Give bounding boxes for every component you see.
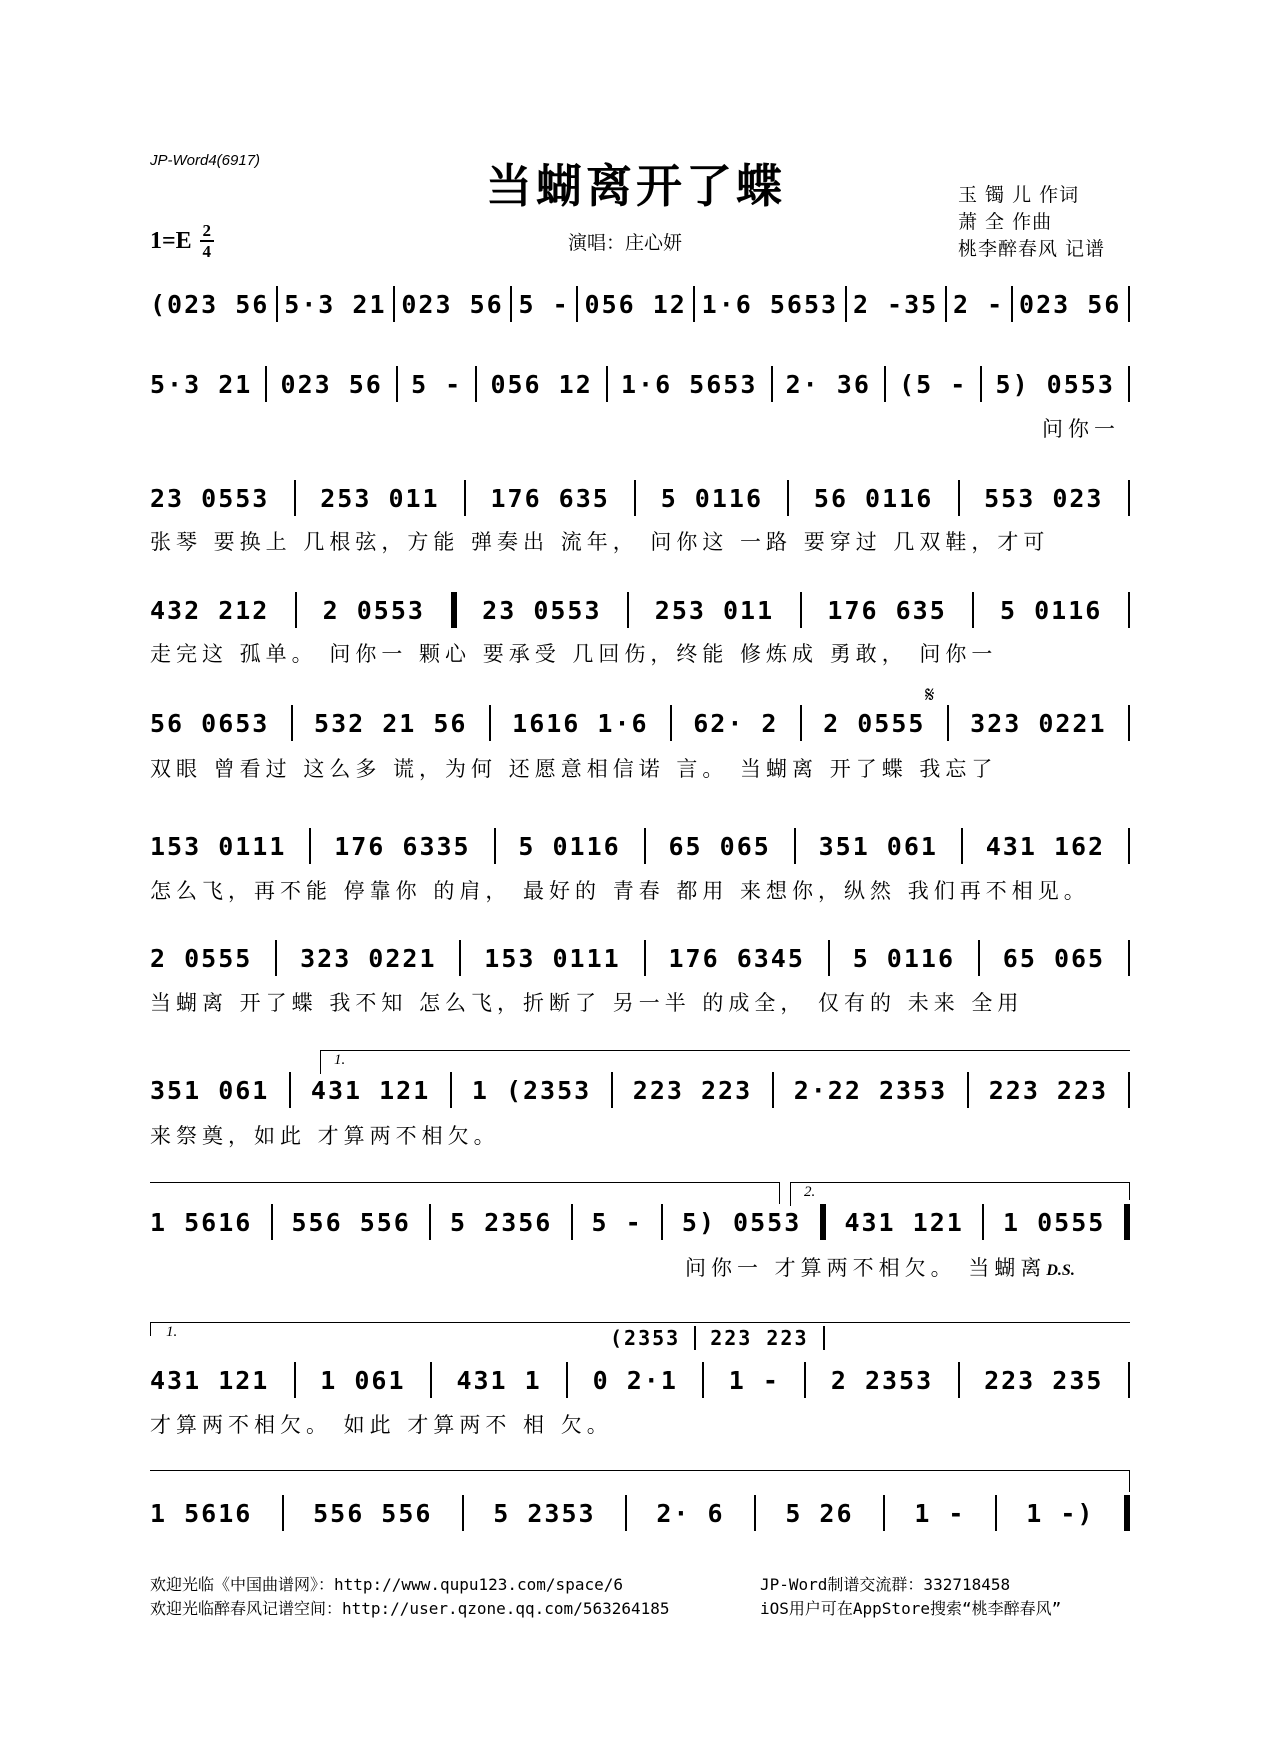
lyric-text: 问你一 才算两不相欠。 当蝴离 xyxy=(685,1256,1047,1280)
lyric-line-7: 当蝴离 开了蝶 我不知 怎么飞，折断了 另一半 的成全， 仅有的 未来 全用 xyxy=(150,991,1024,1015)
measure: 023 56 xyxy=(1019,289,1122,319)
singer-credit: 演唱：庄心妍 xyxy=(568,232,683,254)
measure: 56 0116 xyxy=(813,483,934,513)
lyric-line-2: 问你一 xyxy=(1042,417,1120,441)
measure: 431 121 xyxy=(150,1365,270,1395)
footer-link-2[interactable]: 欢迎光临醉春风记谱空间：http://user.qzone.qq.com/563264185 xyxy=(150,1599,670,1618)
measure: 351 061 xyxy=(150,1075,270,1105)
composer-credit: 萧 全 作曲 xyxy=(958,211,1053,233)
measure: 5) 0553 xyxy=(995,369,1115,399)
measure: 5 2356 xyxy=(450,1207,553,1237)
measure: 1 - xyxy=(728,1365,780,1395)
score-line-7 xyxy=(150,940,1130,976)
measure: 176 635 xyxy=(827,595,947,625)
lyric-line-9 xyxy=(685,1252,1145,1282)
lyric-line-4: 走完这 孤单。 问你一 颗心 要承受 几回伤，终能 修炼成 勇敢， 问你一 xyxy=(150,642,998,666)
measure: 5·3 21 xyxy=(284,289,387,319)
measure: 323 0221 xyxy=(970,708,1107,738)
measure: 223 223 xyxy=(988,1075,1109,1105)
measure: 5 0116 xyxy=(660,483,764,513)
measure: 65 065 xyxy=(1002,943,1106,973)
measure: 5 26 xyxy=(785,1498,854,1528)
measure: 23 0553 xyxy=(482,595,602,625)
measure: 323 0221 xyxy=(300,943,437,973)
measure: (5 - xyxy=(899,369,968,399)
measure: 153 0111 xyxy=(150,831,287,861)
measure: 023 56 xyxy=(280,369,383,399)
measure: 432 212 xyxy=(150,595,270,625)
measure: 431 121 xyxy=(844,1207,964,1237)
ds-marking: D.S. xyxy=(1046,1262,1075,1279)
volta-bracket xyxy=(790,1182,1130,1183)
song-title: 当蝴离开了蝶 xyxy=(486,159,786,213)
measure: 532 21 56 xyxy=(314,708,468,738)
measure: 056 12 xyxy=(490,369,593,399)
volta-tick xyxy=(779,1182,780,1204)
score-line-8 xyxy=(150,1072,1130,1108)
measure: 223 223 xyxy=(710,1326,809,1350)
measure: 253 011 xyxy=(654,595,775,625)
volta-bracket xyxy=(150,1182,780,1183)
measure: 023 56 xyxy=(401,289,504,319)
measure: 223 223 xyxy=(632,1075,753,1105)
measure: 556 556 xyxy=(291,1207,411,1237)
volta-tick xyxy=(150,1322,151,1336)
volta-bracket xyxy=(320,1050,1130,1051)
measure: 176 635 xyxy=(490,483,610,513)
measure: 2· 6 xyxy=(656,1498,725,1528)
measure: 1 5616 xyxy=(150,1207,253,1237)
segno-icon: 𝄋 xyxy=(925,683,935,708)
software-version: JP-Word4(6917) xyxy=(150,152,261,169)
score-line-10 xyxy=(150,1362,1130,1398)
measure: 1 -) xyxy=(1026,1498,1095,1528)
measure: 5 - xyxy=(518,289,570,319)
staff-rule xyxy=(150,1470,1130,1471)
measure: 5 0116 xyxy=(518,831,621,861)
score-line-2 xyxy=(150,366,1130,402)
measure: 2 0555 xyxy=(823,708,926,738)
measure: 2· 36 xyxy=(785,369,871,399)
score-line-1 xyxy=(150,286,1130,322)
measure: 1·6 5653 xyxy=(701,289,839,319)
volta-bracket xyxy=(150,1322,1130,1323)
measure: 431 121 xyxy=(310,1075,431,1105)
footer-group: JP-Word制谱交流群：332718458 xyxy=(760,1575,1011,1594)
score-line-6 xyxy=(150,828,1130,864)
lyric-line-6: 怎么飞，再不能 停靠你 的肩， 最好的 青春 都用 来想你，纵然 我们再不相见。 xyxy=(150,879,1090,903)
measure: 223 235 xyxy=(984,1365,1104,1395)
upper-accompaniment xyxy=(610,1326,825,1350)
measure: 2 0555 xyxy=(150,943,253,973)
measure: 5 - xyxy=(591,1207,643,1237)
measure: 351 061 xyxy=(818,831,938,861)
measure: 5·3 21 xyxy=(150,369,253,399)
measure: 153 0111 xyxy=(484,943,621,973)
lyric-line-10: 才算两不相欠。 如此 才算两不 相 欠。 xyxy=(150,1413,613,1437)
time-top: 2 xyxy=(202,221,211,240)
measure: 1 0555 xyxy=(1002,1207,1106,1237)
measure: 1 - xyxy=(914,1498,966,1528)
measure: 2 2353 xyxy=(830,1365,934,1395)
lyric-line-5: 双眼 曾看过 这么多 谎，为何 还愿意相信诺 言。 当蝴离 开了蝶 我忘了 xyxy=(150,757,998,781)
measure: 5 0116 xyxy=(852,943,956,973)
measure: (2353 xyxy=(610,1326,681,1350)
volta-tick xyxy=(1129,1470,1130,1492)
measure: 56 0653 xyxy=(150,708,270,738)
measure: 5 0116 xyxy=(1000,595,1103,625)
measure: 0 2·1 xyxy=(592,1365,678,1395)
measure: 556 556 xyxy=(313,1498,433,1528)
footer-left xyxy=(150,1573,670,1621)
time-bottom: 4 xyxy=(202,242,211,261)
score-line-3 xyxy=(150,480,1130,516)
measure: 23 0553 xyxy=(150,483,270,513)
footer-link-1[interactable]: 欢迎光临《中国曲谱网》：http://www.qupu123.com/space/6 xyxy=(150,1575,623,1594)
measure: 1 5616 xyxy=(150,1498,253,1528)
volta-tick xyxy=(790,1182,791,1206)
volta-tick xyxy=(320,1050,321,1074)
volta-1b-label: 1. xyxy=(166,1324,178,1340)
transcriber-credit: 桃李醉春风 记谱 xyxy=(958,238,1106,260)
key-label: 1=E xyxy=(150,227,192,254)
measure: 2 -35 xyxy=(852,289,939,319)
measure: 176 6335 xyxy=(334,831,471,861)
measure: 2·22 2353 xyxy=(793,1075,948,1105)
measure: 5) 0553 xyxy=(681,1207,802,1237)
key-signature xyxy=(150,222,214,260)
lyric-line-3: 张琴 要换上 几根弦，方能 弹奏出 流年， 问你这 一路 要穿过 几双鞋，才可 xyxy=(150,530,1050,554)
measure: 65 065 xyxy=(668,831,771,861)
footer-right xyxy=(760,1573,1061,1621)
lyric-line-8: 来祭奠，如此 才算两不相欠。 xyxy=(150,1124,500,1148)
measure: 5 2353 xyxy=(493,1498,596,1528)
volta-2-label: 2. xyxy=(804,1184,816,1200)
volta-1-label: 1. xyxy=(334,1052,346,1068)
credits-block xyxy=(958,182,1105,263)
measure: 253 011 xyxy=(320,483,440,513)
measure: (023 56 xyxy=(150,289,270,319)
measure: 176 6345 xyxy=(668,943,805,973)
measure: 5 - xyxy=(411,369,463,399)
measure: 431 162 xyxy=(985,831,1106,861)
measure: 1·6 5653 xyxy=(620,369,758,399)
measure: 2 - xyxy=(953,289,1005,319)
measure: 62· 2 xyxy=(693,708,779,738)
measure: 431 1 xyxy=(456,1365,542,1395)
volta-tick xyxy=(1129,1182,1130,1200)
time-signature xyxy=(200,222,214,260)
footer-appstore: iOS用户可在AppStore搜索“桃李醉春风” xyxy=(760,1599,1062,1618)
measure: 2 0553 xyxy=(322,595,425,625)
score-line-9 xyxy=(150,1204,1130,1240)
measure: 1616 1·6 xyxy=(512,708,649,738)
measure: 553 023 xyxy=(984,483,1104,513)
measure: 1 061 xyxy=(320,1365,406,1395)
measure: 1 (2353 xyxy=(471,1075,592,1105)
measure: 056 12 xyxy=(584,289,687,319)
score-line-5 xyxy=(150,705,1130,741)
score-line-4 xyxy=(150,592,1130,628)
lyricist-credit: 玉 镯 儿 作词 xyxy=(958,184,1080,206)
score-line-11 xyxy=(150,1495,1130,1531)
